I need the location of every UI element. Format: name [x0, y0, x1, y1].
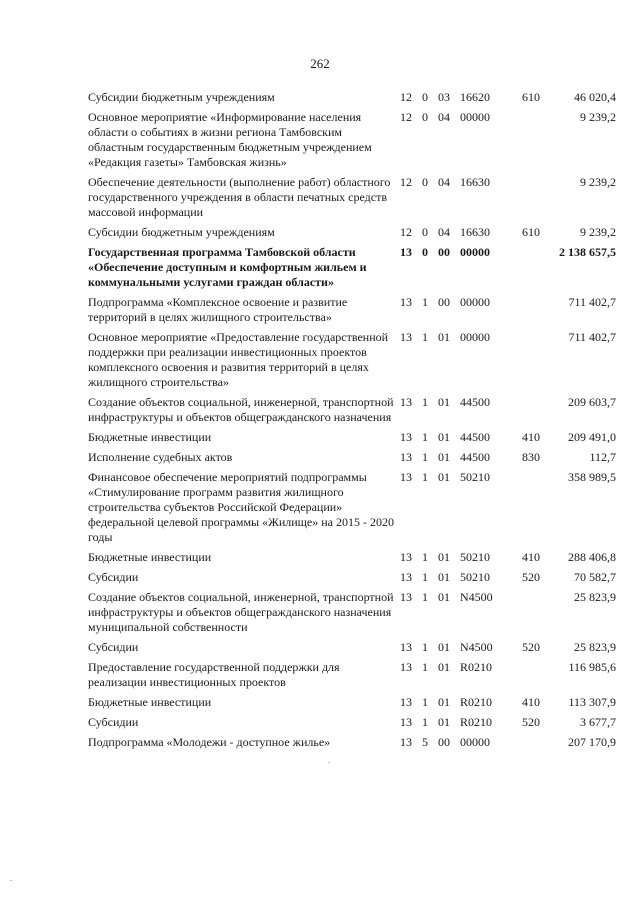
table-row: [88, 175, 616, 220]
table-row: [88, 225, 616, 240]
row-code: 13 1 00 00000: [400, 295, 490, 309]
row-code: 13 1 01 R0210: [400, 660, 493, 674]
row-name: Государственная программа Тамбовской области «Обеспечение доступным и комфортным жильем и коммунальными услугами граждан области»: [88, 245, 367, 289]
row-name: Создание объектов социальной, инженерной, транспортной инфраструктуры и объектов общегражданского назначения муниципальной собственности: [88, 590, 394, 634]
row-expense-type: 830: [522, 450, 540, 464]
table-row: [88, 640, 616, 655]
table-row: [88, 110, 616, 170]
row-expense-type: 610: [522, 90, 540, 104]
table-row: [88, 430, 616, 445]
table-row: [88, 550, 616, 565]
row-amount: 711 402,7: [568, 295, 616, 309]
row-name: Бюджетные инвестиции: [88, 695, 212, 709]
budget-table: [88, 90, 616, 755]
table-row-program: [88, 245, 616, 290]
row-code: 12 0 03 16620: [400, 90, 490, 104]
row-amount: 288 406,8: [568, 550, 616, 564]
row-code: 13 1 01 N4500: [400, 590, 493, 604]
row-amount: 358 989,5: [568, 470, 616, 484]
row-name: Субсидии: [88, 640, 139, 654]
table-row: [88, 715, 616, 730]
row-code: 13 1 01 50210: [400, 550, 490, 564]
row-amount: 113 307,9: [568, 695, 616, 709]
row-amount: 25 823,9: [574, 640, 616, 654]
row-amount: 9 239,2: [580, 225, 616, 239]
table-row: [88, 295, 616, 325]
row-expense-type: 610: [522, 225, 540, 239]
row-name: Подпрограмма «Комплексное освоение и развитие территорий в целях жилищного строительства»: [88, 295, 348, 324]
row-name: Субсидии: [88, 715, 139, 729]
row-code: 13 1 01 44500: [400, 395, 490, 409]
row-name: Бюджетные инвестиции: [88, 550, 212, 564]
row-code: 12 0 04 16630: [400, 225, 490, 239]
row-code: 13 1 01 00000: [400, 330, 490, 344]
row-amount: 112,7: [589, 450, 616, 464]
row-amount: 3 677,7: [580, 715, 616, 729]
row-name: Субсидии бюджетным учреждениям: [88, 225, 275, 239]
row-amount: 209 603,7: [568, 395, 616, 409]
table-row: [88, 695, 616, 710]
row-code: 13 1 01 N4500: [400, 640, 493, 654]
table-row: [88, 330, 616, 390]
table-row: [88, 90, 616, 105]
row-amount: 209 491,0: [568, 430, 616, 444]
row-amount: 2 138 657,5: [559, 245, 616, 259]
row-expense-type: 520: [522, 715, 540, 729]
row-code: 13 5 00 00000: [400, 735, 490, 749]
row-code: 13 1 01 44500: [400, 450, 490, 464]
row-name: Подпрограмма «Молодежи - доступное жилье»: [88, 735, 331, 749]
row-expense-type: 520: [522, 640, 540, 654]
row-amount: 70 582,7: [574, 570, 616, 584]
row-name: Основное мероприятие «Информирование населения области о событиях в жизни региона Тамбовским областным государственным бюджетным учреждением «Редакция газеты» Тамбовская жизнь»: [88, 110, 372, 169]
table-row: [88, 470, 616, 545]
row-expense-type: 410: [522, 550, 540, 564]
row-code: 13 1 01 R0210: [400, 695, 493, 709]
row-amount: 711 402,7: [568, 330, 616, 344]
table-row: [88, 395, 616, 425]
table-row: [88, 735, 616, 750]
row-amount: 46 020,4: [574, 90, 616, 104]
row-name: Субсидии: [88, 570, 139, 584]
row-name: Создание объектов социальной, инженерной, транспортной инфраструктуры и объектов общегражданского назначения: [88, 395, 394, 424]
row-code: 13 1 01 50210: [400, 470, 490, 484]
row-amount: 25 823,9: [574, 590, 616, 604]
row-code: 13 1 01 R0210: [400, 715, 493, 729]
row-amount: 9 239,2: [580, 110, 616, 124]
row-code: 13 1 01 44500: [400, 430, 490, 444]
scan-speck: [328, 762, 330, 763]
table-row: [88, 660, 616, 690]
page-number: 262: [310, 56, 330, 71]
row-name: Обеспечение деятельности (выполнение работ) областного государственного учреждения в области печатных средств массовой информации: [88, 175, 391, 219]
row-name: Субсидии бюджетным учреждениям: [88, 90, 275, 104]
row-amount: 9 239,2: [580, 175, 616, 189]
table-row: [88, 590, 616, 635]
row-expense-type: 410: [522, 695, 540, 709]
row-name: Предоставление государственной поддержки для реализации инвестиционных проектов: [88, 660, 340, 689]
row-amount: 207 170,9: [568, 735, 616, 749]
row-code: 12 0 04 16630: [400, 175, 490, 189]
row-name: Бюджетные инвестиции: [88, 430, 212, 444]
row-code: 13 1 01 50210: [400, 570, 490, 584]
row-name: Исполнение судебных актов: [88, 450, 233, 464]
row-name: Финансовое обеспечение мероприятий подпрограммы «Стимулирование программ развития жилищного строительства субъектов Российской Федерации» федеральной целевой программы «Жилище» на 2015 - 2020 годы: [88, 470, 394, 544]
table-row: [88, 570, 616, 585]
row-expense-type: 520: [522, 570, 540, 584]
scan-speck: [10, 880, 12, 881]
row-name: Основное мероприятие «Предоставление государственной поддержки при реализации инвестиционных проектов комплексного освоения и развития территорий в целях жилищного строительства»: [88, 330, 389, 389]
row-code: 12 0 04 00000: [400, 110, 490, 124]
row-expense-type: 410: [522, 430, 540, 444]
row-amount: 116 985,6: [568, 660, 616, 674]
row-code: 13 0 00 00000: [400, 245, 490, 259]
table-row: [88, 450, 616, 465]
